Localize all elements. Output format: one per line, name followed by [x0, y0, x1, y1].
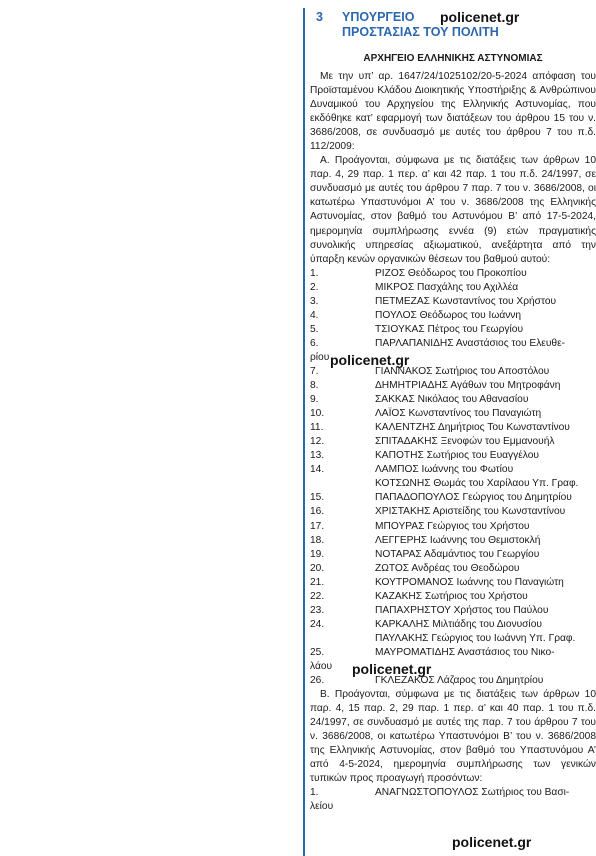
list-item-name: ΧΡΙΣΤΑΚΗΣ Αριστείδης του Κωνσταντίνου: [375, 506, 566, 518]
list-item: [310, 337, 596, 351]
list-item-continuation: ρίου: [310, 351, 330, 363]
list-item-number: 7.: [310, 365, 319, 377]
list-item-name: ΠΕΤΜΕΖΑΣ Κωνσταντίνος του Χρήστου: [375, 295, 557, 307]
list-item-name: ΚΑΡΚΑΛΗΣ Μιλτιάδης του Διονυσίου: [375, 618, 542, 630]
list-item-number: 13.: [310, 450, 325, 462]
list-item-name: ΚΑΛΕΝΤΖΗΣ Δημήτριος Του Κωνσταντίνου: [375, 422, 570, 434]
list-item-name: ΠΟΥΛΟΣ Θεόδωρος του Ιωάννη: [375, 309, 522, 321]
list-item-name: ΚΟΤΣΩΝΗΣ Θωμάς του Χαρίλαου Υπ. Γραφ.: [375, 478, 579, 490]
list-item: [310, 435, 596, 449]
list-item-number: 16.: [310, 506, 325, 518]
list-item: [310, 618, 596, 632]
list-item-number: 2.: [310, 281, 319, 293]
list-item-number: 9.: [310, 394, 319, 406]
list-item: [310, 576, 596, 590]
list-item-number: 26.: [310, 675, 325, 687]
watermark: policenet.gr: [352, 661, 432, 678]
list-item: [310, 421, 596, 435]
list-item: [310, 295, 596, 309]
list-item-name: ΛΑΜΠΟΣ Ιωάννης του Φωτίου: [375, 464, 514, 476]
document-column: [310, 0, 596, 850]
list-item: [310, 323, 596, 337]
list-item: [310, 548, 596, 562]
list-item: [310, 463, 596, 477]
list-item: [310, 491, 596, 505]
list-item-name: ΠΑΠΑΧΡΗΣΤΟΥ Χρήστος του Παύλου: [375, 604, 549, 616]
list-item: [310, 379, 596, 393]
list-item-name: ΚΑΖΑΚΗΣ Σωτήριος του Χρήστου: [375, 590, 528, 602]
list-item-name: ΤΣΙΟΥΚΑΣ Πέτρος του Γεωργίου: [375, 323, 524, 335]
list-item-name: ΜΙΚΡΟΣ Πασχάλης του Αχιλλέα: [375, 281, 519, 293]
watermark: policenet.gr: [330, 351, 410, 368]
list-item: [310, 520, 596, 534]
column-rule: [303, 8, 305, 856]
headquarters-heading: ΑΡΧΗΓΕΙΟ ΕΛΛΗΝΙΚΗΣ ΑΣΤΥΝΟΜΙΑΣ: [363, 53, 543, 64]
list-item-number: 11.: [310, 422, 324, 434]
list-item: [310, 590, 596, 604]
list-item-name: ΔΗΜΗΤΡΙΑΔΗΣ Αγάθων του Μητροφάνη: [375, 380, 561, 392]
list-item-number: 1.: [310, 787, 319, 799]
list-item-name: ΖΩΤΟΣ Ανδρέας του Θεοδώρου: [375, 562, 520, 574]
list-item-name: ΝΟΤΑΡΑΣ Αδαμάντιος του Γεωργίου: [375, 548, 540, 560]
list-item: [310, 281, 596, 295]
list-item-number: 1.: [310, 267, 319, 279]
list-item-number: 6.: [310, 337, 319, 349]
list-item: [310, 604, 596, 618]
list-item-number: 20.: [310, 562, 325, 574]
gazette-header: [310, 0, 596, 44]
section-number: 3: [316, 10, 323, 24]
list-item-number: 24.: [310, 618, 325, 630]
list-item-name: ΚΑΠΟΤΗΣ Σωτήριος του Ευαγγέλου: [375, 450, 539, 462]
list-item-name: ΜΑΥΡΟΜΑΤΙΔΗΣ Αναστάσιος του Νικο-: [375, 646, 555, 658]
list-item-number: 5.: [310, 323, 319, 335]
section-a-paragraph: Α. Προάγονται, σύμφωνα με τις διατάξεις των άρθρων 10 παρ. 4, 29 παρ. 1 περ. α’ και 42 παρ. 1 του π.δ. 24/1997, σε συνδυασμό με αυτές του άρθρου 7 παρ. 7 του ν. 3686/2008, οι κατωτέρω Υπαστυνόμοι Α’ του ν. 3686/2008 της Ελληνικής Αστυνομίας, στον βαθμό του Αστυνόμου Β’ από 17-5-2024, ημερομηνία συμπλήρωσης εννέα (9) ετών πραγματικής συνολικής υπηρεσίας αξιωματικού, ανεξάρτητα από την ύπαρξη κενών οργανικών θέσεων του βαθμού αυτού:: [310, 155, 596, 265]
list-item-number: 4.: [310, 309, 319, 321]
promotion-list-b: [310, 786, 596, 814]
list-item-name: ΣΠΙΤΑΔΑΚΗΣ Ξενοφών του Εμμανουήλ: [375, 436, 555, 448]
list-item-number: 19.: [310, 548, 325, 560]
section-b-paragraph: Β. Προάγονται, σύμφωνα με τις διατάξεις των άρθρων 10 παρ. 4, 15 παρ. 2, 29 παρ. 1 περ. α’ και 40 παρ. 1 του π.δ. 24/1997, σε συνδυασμό με αυτές της παρ. 7 του άρθρου 7 του ν. 3686/2008, οι κατωτέρω Υπαστυνόμοι Β’ του ν. 3686/2008 της Ελληνικής Αστυνομίας, στον βαθμό του Υπαστυνόμου Α’ από 4-5-2024, ημερομηνία συμπλήρωσης των γενικών τυπικών προς προαγωγή προσόντων:: [310, 689, 596, 785]
list-item-name: ΓΙΑΝΝΑΚΟΣ Σωτήριος του Αποστόλου: [375, 365, 550, 377]
list-item-name: ΜΠΟΥΡΑΣ Γεώργιος του Χρήστου: [375, 520, 530, 532]
list-item-number: 18.: [310, 534, 325, 546]
list-item: [310, 267, 596, 281]
list-item-name: ΚΟΥΤΡΟΜΑΝΟΣ Ιωάννης του Παναγιώτη: [375, 576, 564, 588]
list-item-number: 8.: [310, 380, 319, 392]
watermark-bottom: policenet.gr: [452, 834, 532, 850]
list-item-name: ΠΑΠΑΔΟΠΟΥΛΟΣ Γεώργιος του Δημητρίου: [375, 492, 572, 504]
list-item-name: ΣΑΚΚΑΣ Νικόλαος του Αθανασίου: [375, 394, 529, 406]
list-item-name: ΡΙΖΟΣ Θεόδωρος του Προκοπίου: [375, 267, 527, 279]
list-item-number: 3.: [310, 295, 319, 307]
list-item-number: 12.: [310, 436, 325, 448]
list-item: [310, 632, 596, 646]
list-item: [310, 786, 596, 800]
list-item-number: 25.: [310, 646, 325, 658]
list-item: [310, 562, 596, 576]
list-item-name: ΠΑΡΛΑΠΑΝΙΔΗΣ Αναστάσιος του Ελευθε-: [375, 337, 566, 349]
list-item-number: 22.: [310, 590, 325, 602]
promotion-list-a: [310, 267, 596, 688]
list-item-number: 14.: [310, 464, 325, 476]
list-item-name: ΓΚΛΕΖΑΚΟΣ Λάζαρος του Δημητρίου: [375, 675, 544, 687]
list-item-number: 10.: [310, 408, 325, 420]
list-item-number: 15.: [310, 492, 325, 504]
list-item: [310, 393, 596, 407]
list-item: [310, 505, 596, 519]
list-item: [310, 477, 596, 491]
intro-paragraph: Με την υπ’ αρ. 1647/24/1025102/20-5-2024 απόφαση του Προϊσταμένου Κλάδου Διοικητικής Υποστήριξης & Ανθρώπινου Δυναμικού του Αρχηγείου της Ελληνικής Αστυνομίας, που εκδόθηκε κατ’ εφαρμογή των διατάξεων του άρθρου 15 του ν. 3686/2008, σε συνδυασμό με αυτές του άρθρου 7 του π.δ. 112/2009:: [310, 71, 596, 153]
list-item-name: ΠΑΥΛΑΚΗΣ Γεώργιος του Ιωάννη Υπ. Γραφ.: [375, 632, 576, 644]
list-item: [310, 646, 596, 660]
list-item: [310, 407, 596, 421]
watermark-top: policenet.gr: [440, 9, 520, 25]
list-item-number: 23.: [310, 604, 325, 616]
list-item-name: ΛΕΓΓΕΡΗΣ Ιωάννης του Θεμιστοκλή: [375, 534, 541, 546]
list-item: [310, 534, 596, 548]
list-item-number: 21.: [310, 576, 325, 588]
list-item-continuation: λάου: [310, 660, 333, 672]
list-item: [310, 309, 596, 323]
list-item: [310, 449, 596, 463]
ministry-title: ΥΠΟΥΡΓΕΙΟ ΠΡΟΣΤΑΣΙΑΣ ΤΟΥ ΠΟΛΙΤΗ: [342, 10, 499, 39]
list-item-continuation: λείου: [310, 801, 334, 813]
list-item-name: ΛΑΪΟΣ Κωνσταντίνος του Παναγιώτη: [375, 408, 542, 420]
list-item-number: 17.: [310, 520, 325, 532]
list-item-name: ΑΝΑΓΝΩΣΤΟΠΟΥΛΟΣ Σωτήριος του Βασι-: [375, 787, 570, 799]
